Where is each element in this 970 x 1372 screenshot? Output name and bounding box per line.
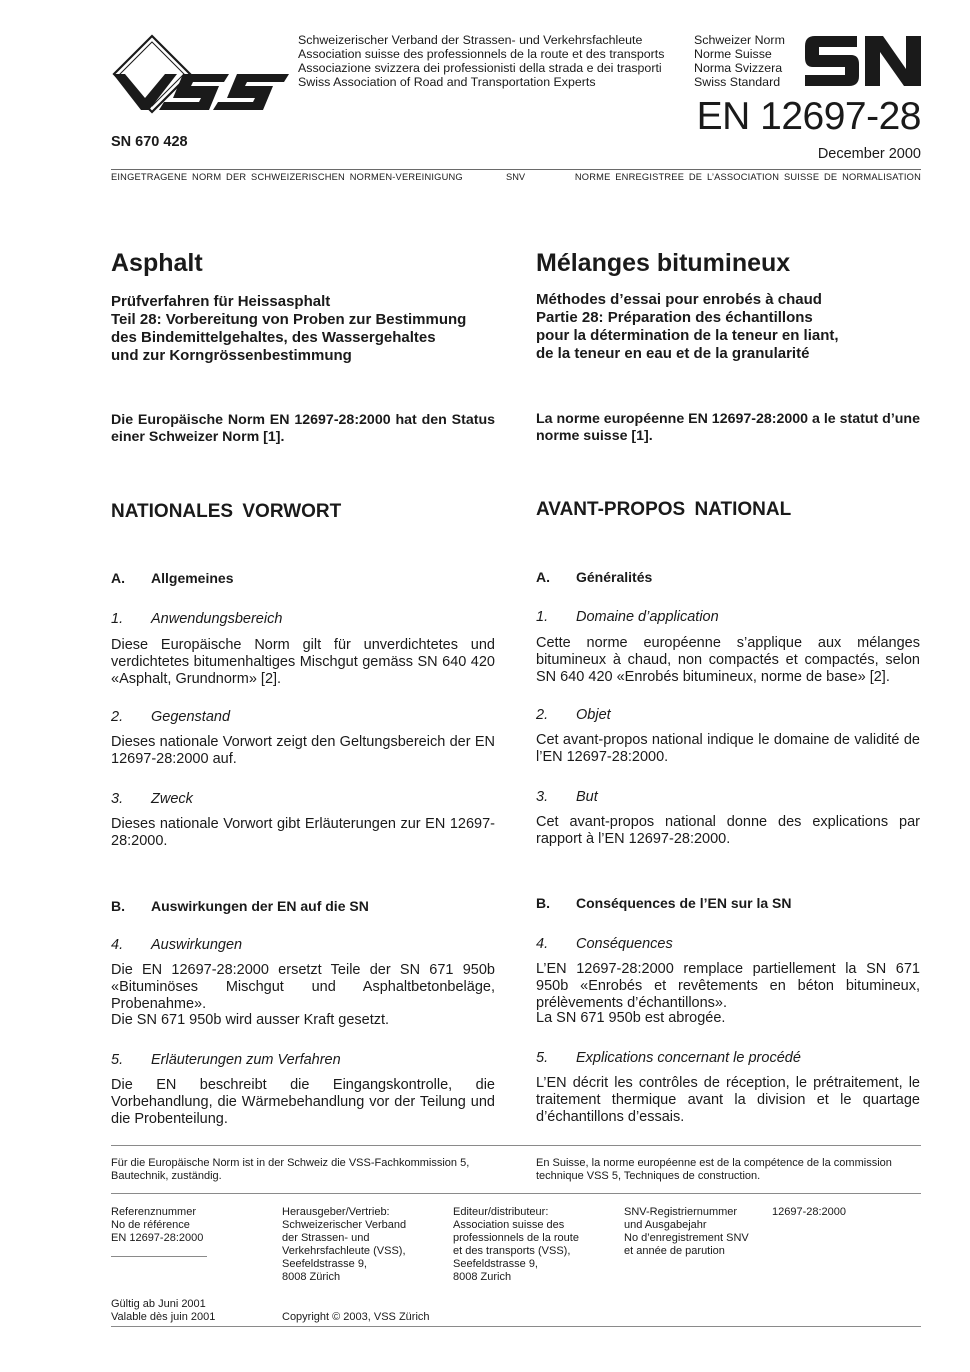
subsection-number: 3. (536, 789, 549, 805)
subsection-3-heading-fr (536, 789, 598, 806)
publisher-de (282, 1206, 406, 1284)
publisher-line: Association suisse des (453, 1219, 565, 1231)
committee-note-de: Für die Europäische Norm ist in der Schweiz die VSS-Fachkommission 5, Bautechnik, zuständig. (111, 1157, 470, 1182)
subsection-2-heading-de (111, 709, 230, 726)
subsection-number: 5. (111, 1052, 124, 1068)
subsection-number: 1. (536, 609, 549, 625)
foreword-title-fr: AVANT-PROPOS NATIONAL (536, 499, 792, 520)
registration-snv: SNV (506, 172, 526, 182)
subsection-2-heading-fr (536, 707, 611, 724)
status-fr: La norme européenne EN 12697-28:2000 a le statut d’une norme suisse [1]. (536, 411, 920, 444)
copyright: Copyright © 2003, VSS Zürich (282, 1311, 430, 1323)
subsection-5-heading-de (111, 1052, 341, 1069)
issue-date: December 2000 (817, 146, 921, 162)
footer-divider (111, 1193, 921, 1194)
subtitle-fr (536, 291, 839, 363)
subsection-number: 5. (536, 1050, 549, 1066)
reference-label-fr: No de référence (111, 1219, 190, 1231)
subsection-title: Zweck (151, 791, 193, 807)
paragraph-2-fr: Cet avant-propos national indique le domaine de validité de l’EN 12697-28:2000. (536, 732, 920, 765)
subsection-title: Erläuterungen zum Verfahren (151, 1052, 341, 1068)
association-name-fr: Association suisse des professionnels de la route et des transports (298, 47, 665, 61)
snv-registration-line: No d’enregistrement SNV (624, 1232, 749, 1244)
footer-divider (111, 1145, 921, 1146)
association-name-en: Swiss Association of Road and Transportation Experts (298, 75, 596, 89)
association-name-it: Associazione svizzera dei professionisti della strada e dei trasporti (298, 61, 662, 75)
subtitle-line: de la teneur en eau et de la granularité (536, 345, 810, 362)
standard-kind-fr: Norme Suisse (694, 47, 772, 61)
subsection-5-heading-fr (536, 1050, 801, 1067)
publisher-line: 8008 Zürich (282, 1271, 341, 1283)
subsection-title: But (576, 789, 598, 805)
reference-number (111, 1206, 203, 1245)
section-b-heading-fr (536, 895, 792, 912)
snv-registration-line: SNV-Registriernummer (624, 1206, 738, 1218)
subsection-title: Gegenstand (151, 709, 231, 725)
subsection-number: 2. (536, 707, 549, 723)
publisher-line: Seefeldstrasse 9, (453, 1258, 538, 1270)
snv-registration (624, 1206, 749, 1258)
subsection-1-heading-fr (536, 609, 719, 626)
publisher-line: et des transports (VSS), (453, 1245, 571, 1257)
section-title: Auswirkungen der EN auf die SN (151, 898, 369, 914)
standard-kind-de: Schweizer Norm (694, 33, 785, 47)
snv-registration-line: und Ausgabejahr (624, 1219, 707, 1231)
section-b-heading-de (111, 898, 369, 915)
vss-logo (111, 34, 291, 114)
subsection-title: Objet (576, 707, 611, 723)
standard-kind-en: Swiss Standard (694, 75, 781, 89)
subsection-title: Anwendungsbereich (151, 611, 283, 627)
title-fr: Mélanges bitumineux (536, 249, 791, 277)
section-number: A. (111, 570, 125, 586)
section-title: Conséquences de l’EN sur la SN (576, 895, 792, 911)
standard-kind (694, 33, 785, 89)
subsection-title: Auswirkungen (151, 937, 243, 953)
status-de: Die Europäische Norm EN 12697-28:2000 hat den Status einer Schweizer Norm [1]. (111, 412, 495, 445)
association-name-de: Schweizerischer Verband der Strassen- und Verkehrsfachleute (298, 33, 643, 47)
sn-logo (805, 36, 921, 86)
publisher-line: Verkehrsfachleute (VSS), (282, 1245, 406, 1257)
validity-fr: Valable dès juin 2001 (111, 1311, 216, 1323)
subtitle-line: und zur Korngrössenbestimmung (111, 347, 352, 364)
subtitle-de (111, 293, 466, 365)
section-number: B. (536, 895, 550, 911)
subsection-title: Explications concernant le procédé (576, 1050, 801, 1066)
subsection-number: 4. (111, 937, 124, 953)
subtitle-line: des Bindemittelgehaltes, des Wassergehaltes (111, 329, 436, 346)
subsection-title: Conséquences (576, 936, 673, 952)
publisher-line: der Strassen- und (282, 1232, 370, 1244)
paragraph-1-de: Diese Europäische Norm gilt für unverdichtetes und verdichtetes bitumenhaltiges Mischgut gemäss SN 640 420 «Asphalt, Grundnorm» [2]. (111, 637, 495, 687)
registration-de: EINGETRAGENE NORM DER SCHWEIZERISCHEN NORMEN-VEREINIGUNG (111, 172, 463, 182)
header-divider (111, 169, 921, 170)
standard-kind-it: Norma Svizzera (694, 61, 783, 75)
subtitle-line: Prüfverfahren für Heissasphalt (111, 293, 331, 310)
paragraph-3-de: Dieses nationale Vorwort gibt Erläuterungen zur EN 12697-28:2000. (111, 816, 495, 849)
publisher-line: Seefeldstrasse 9, (282, 1258, 367, 1270)
section-number: B. (111, 898, 125, 914)
snv-registration-value: 12697-28:2000 (772, 1206, 847, 1218)
subsection-4-heading-de (111, 937, 242, 954)
reference-underline (111, 1256, 207, 1257)
publisher-fr (453, 1206, 579, 1284)
publisher-line: Editeur/distributeur: (453, 1206, 549, 1218)
subsection-1-heading-de (111, 611, 282, 628)
paragraph-4-fr: L’EN 12697-28:2000 remplace partiellement la SN 671 950b «Enrobés et revêtements en béton bitumineux, prélèvements d’échantillons». (536, 961, 920, 1011)
section-title: Généralités (576, 569, 653, 585)
publisher-line: Schweizerischer Verband (282, 1219, 407, 1231)
subsection-4-heading-fr (536, 936, 673, 953)
validity (111, 1298, 215, 1324)
publisher-line: 8008 Zurich (453, 1271, 512, 1283)
paragraph-3-fr: Cet avant-propos national donne des explications par rapport à l’EN 12697-28:2000. (536, 814, 920, 847)
subsection-number: 1. (111, 611, 124, 627)
foreword-title-de: NATIONALES VORWORT (111, 501, 342, 522)
paragraph-1-fr: Cette norme européenne s’applique aux mélanges bitumineux à chaud, non compactés et compactés, selon SN 640 420 «Enrobés bitumineux, norme de base» [2]. (536, 635, 920, 685)
section-number: A. (536, 569, 550, 585)
subsection-number: 4. (536, 936, 549, 952)
subsection-number: 3. (111, 791, 124, 807)
paragraph-5-fr: L’EN décrit les contrôles de réception, le prétraitement, le traitement thermique avant la division et le quartage d’échantillons d’essais. (536, 1075, 920, 1125)
en-number: EN 12697-28 (696, 95, 921, 138)
paragraph-5-de: Die EN beschreibt die Eingangskontrolle, die Vorbehandlung, die Wärmebehandlung vor der Teilung und die Probenteilung. (111, 1077, 495, 1127)
publisher-line: professionnels de la route (453, 1232, 579, 1244)
section-a-heading-de (111, 570, 233, 587)
subsection-number: 2. (111, 709, 124, 725)
subtitle-line: Teil 28: Vorbereitung von Proben zur Bestimmung (111, 311, 467, 328)
paragraph-2-de: Dieses nationale Vorwort zeigt den Geltungsbereich der EN 12697-28:2000 auf. (111, 734, 495, 767)
section-a-heading-fr (536, 569, 652, 586)
paragraph-4-de: Die EN 12697-28:2000 ersetzt Teile der SN 671 950b «Bituminöses Mischgut und Asphaltbetonbeläge, Probenahme». (111, 962, 495, 1012)
publisher-line: Herausgeber/Vertrieb: (282, 1206, 390, 1218)
registration-fr: NORME ENREGISTREE DE L’ASSOCIATION SUISSE DE NORMALISATION (574, 172, 921, 182)
paragraph-4b-de: Die SN 671 950b wird ausser Kraft gesetzt. (111, 1012, 390, 1028)
reference-value: EN 12697-28:2000 (111, 1232, 204, 1244)
subtitle-line: Partie 28: Préparation des échantillons (536, 309, 813, 326)
section-title: Allgemeines (151, 570, 234, 586)
subtitle-line: Méthodes d’essai pour enrobés à chaud (536, 291, 822, 308)
paragraph-4b-fr: La SN 671 950b est abrogée. (536, 1010, 726, 1026)
validity-de: Gültig ab Juni 2001 (111, 1298, 206, 1310)
committee-note-fr: En Suisse, la norme européenne est de la compétence de la commission technique VSS 5, Techniques de construction. (536, 1157, 892, 1182)
subtitle-line: pour la détermination de la teneur en liant, (536, 327, 839, 344)
title-de: Asphalt (111, 249, 203, 277)
association-names (298, 33, 664, 89)
sn-number: SN 670 428 (111, 134, 188, 150)
bottom-divider (111, 1326, 921, 1327)
snv-registration-line: et année de parution (624, 1245, 725, 1257)
subsection-3-heading-de (111, 791, 193, 808)
subsection-title: Domaine d’application (576, 609, 719, 625)
reference-label-de: Referenznummer (111, 1206, 196, 1218)
